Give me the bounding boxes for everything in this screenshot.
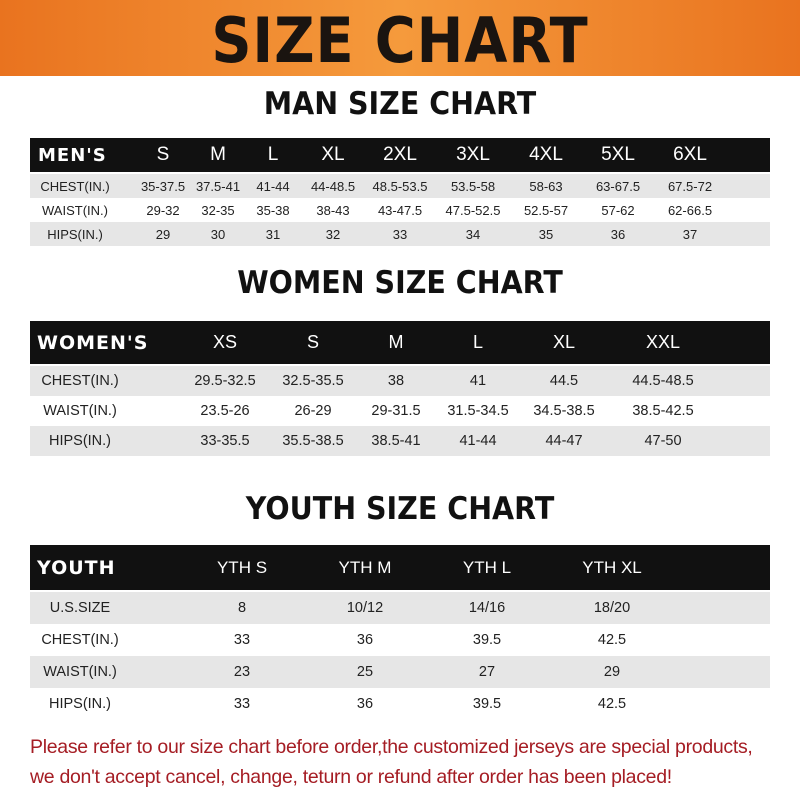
- value-cell: 52.5-57: [523, 202, 569, 218]
- value-cell: 62-66.5: [667, 202, 713, 218]
- men-header-row: [30, 138, 770, 172]
- value-cell: 53.5-58: [450, 178, 496, 194]
- value-cell: 29-32: [146, 202, 180, 218]
- banner: [0, 0, 800, 76]
- size-header-cell: XS: [212, 332, 238, 352]
- size-header-cell: 5XL: [601, 144, 635, 165]
- size-header-cell: 6XL: [673, 144, 707, 165]
- value-cell: 48.5-53.5: [372, 178, 428, 194]
- youth-size-table: [30, 545, 770, 720]
- value-cell: 14/16: [468, 600, 506, 616]
- size-header-cell: XL: [321, 144, 345, 165]
- women-header-row: [30, 321, 770, 364]
- value-cell: 39.5: [472, 632, 502, 648]
- women-table-row: [30, 396, 770, 426]
- value-cell: 41-44: [256, 178, 290, 194]
- value-cell: 35-38: [256, 202, 290, 218]
- value-cell: 44-47: [545, 433, 583, 449]
- measure-label: CHEST(IN.): [40, 178, 110, 194]
- value-cell: 44-48.5: [310, 178, 356, 194]
- value-cell: 36: [356, 632, 374, 648]
- disclaimer-note: [30, 732, 790, 792]
- value-cell: 29-31.5: [371, 403, 421, 419]
- value-cell: 33: [392, 226, 408, 242]
- size-header-cell: 3XL: [456, 144, 490, 165]
- value-cell: 31.5-34.5: [447, 403, 509, 419]
- size-header-cell: S: [156, 144, 170, 165]
- measure-label: CHEST(IN.): [41, 632, 119, 648]
- value-cell: 38.5-42.5: [632, 403, 694, 419]
- size-header-cell: S: [306, 332, 320, 352]
- value-cell: 35: [538, 226, 554, 242]
- measure-label: WAIST(IN.): [43, 403, 117, 419]
- value-cell: 39.5: [472, 696, 502, 712]
- table-title-cell: MEN'S: [38, 144, 107, 166]
- value-cell: 35-37.5: [140, 178, 186, 194]
- youth-section-title: YOUTH SIZE CHART: [245, 491, 555, 527]
- value-cell: 37.5-41: [195, 178, 241, 194]
- value-cell: 27: [478, 664, 496, 680]
- value-cell: 58-63: [529, 178, 563, 194]
- value-cell: 10/12: [346, 600, 384, 616]
- women-table-row: [30, 366, 770, 396]
- value-cell: 23: [233, 664, 251, 680]
- value-cell: 33: [233, 696, 251, 712]
- value-cell: 31: [265, 226, 281, 242]
- value-cell: 35.5-38.5: [282, 433, 344, 449]
- value-cell: 23.5-26: [200, 403, 250, 419]
- value-cell: 18/20: [593, 600, 631, 616]
- size-header-cell: L: [472, 332, 484, 352]
- value-cell: 44.5-48.5: [632, 373, 694, 389]
- youth-table-row: [30, 592, 770, 624]
- value-cell: 37: [682, 226, 698, 242]
- value-cell: 67.5-72: [667, 178, 713, 194]
- value-cell: 8: [237, 600, 247, 616]
- size-header-cell: YTH XL: [582, 557, 642, 577]
- value-cell: 38.5-41: [371, 433, 421, 449]
- banner-title: SIZE CHART: [211, 4, 589, 77]
- value-cell: 29: [155, 226, 171, 242]
- value-cell: 47-50: [644, 433, 682, 449]
- value-cell: 34.5-38.5: [533, 403, 595, 419]
- measure-label: WAIST(IN.): [43, 664, 117, 680]
- value-cell: 29.5-32.5: [194, 373, 256, 389]
- value-cell: 36: [356, 696, 374, 712]
- value-cell: 33-35.5: [200, 433, 250, 449]
- measure-label: CHEST(IN.): [41, 373, 119, 389]
- value-cell: 38: [387, 373, 405, 389]
- value-cell: 44.5: [549, 373, 579, 389]
- measure-label: HIPS(IN.): [48, 433, 112, 449]
- disclaimer-line-1: Please refer to our size chart before order,the customized jerseys are special products,: [30, 736, 753, 758]
- measure-label: WAIST(IN.): [42, 202, 108, 218]
- men-table-row: [30, 222, 770, 246]
- value-cell: 25: [356, 664, 374, 680]
- table-title-cell: WOMEN'S: [37, 331, 149, 354]
- men-table-row: [30, 198, 770, 222]
- value-cell: 34: [465, 226, 481, 242]
- size-header-cell: XL: [552, 332, 576, 352]
- youth-table-row: [30, 656, 770, 688]
- men-section-title: MAN SIZE CHART: [263, 86, 537, 122]
- value-cell: 29: [603, 664, 621, 680]
- men-table-row: [30, 174, 770, 198]
- value-cell: 47.5-52.5: [445, 202, 501, 218]
- value-cell: 57-62: [601, 202, 635, 218]
- value-cell: 32.5-35.5: [282, 373, 344, 389]
- value-cell: 26-29: [294, 403, 332, 419]
- value-cell: 30: [210, 226, 226, 242]
- size-header-cell: YTH S: [216, 557, 268, 577]
- disclaimer-line-2: we don't accept cancel, change, teturn or refund after order has been placed!: [30, 766, 672, 788]
- size-header-cell: M: [388, 332, 404, 352]
- value-cell: 32-35: [201, 202, 235, 218]
- value-cell: 43-47.5: [377, 202, 423, 218]
- women-table-row: [30, 426, 770, 456]
- value-cell: 36: [610, 226, 626, 242]
- size-header-cell: YTH M: [338, 557, 392, 577]
- youth-table-row: [30, 688, 770, 720]
- value-cell: 42.5: [597, 696, 627, 712]
- size-header-cell: 2XL: [383, 144, 417, 165]
- size-header-cell: L: [267, 144, 279, 165]
- value-cell: 38-43: [316, 202, 350, 218]
- youth-table-row: [30, 624, 770, 656]
- size-header-cell: M: [210, 144, 226, 165]
- value-cell: 42.5: [597, 632, 627, 648]
- measure-label: HIPS(IN.): [47, 226, 103, 242]
- women-size-table: [30, 321, 770, 456]
- women-section-title: WOMEN SIZE CHART: [237, 265, 563, 301]
- youth-header-row: [30, 545, 770, 590]
- value-cell: 41-44: [459, 433, 497, 449]
- value-cell: 41: [469, 373, 487, 389]
- size-header-cell: YTH L: [462, 557, 512, 577]
- measure-label: HIPS(IN.): [48, 696, 112, 712]
- size-header-cell: 4XL: [529, 144, 563, 165]
- men-size-table: [30, 138, 770, 246]
- table-title-cell: YOUTH: [37, 556, 116, 579]
- value-cell: 33: [233, 632, 251, 648]
- size-header-cell: XXL: [645, 332, 681, 352]
- measure-label: U.S.SIZE: [49, 600, 111, 616]
- value-cell: 63-67.5: [595, 178, 641, 194]
- value-cell: 32: [325, 226, 341, 242]
